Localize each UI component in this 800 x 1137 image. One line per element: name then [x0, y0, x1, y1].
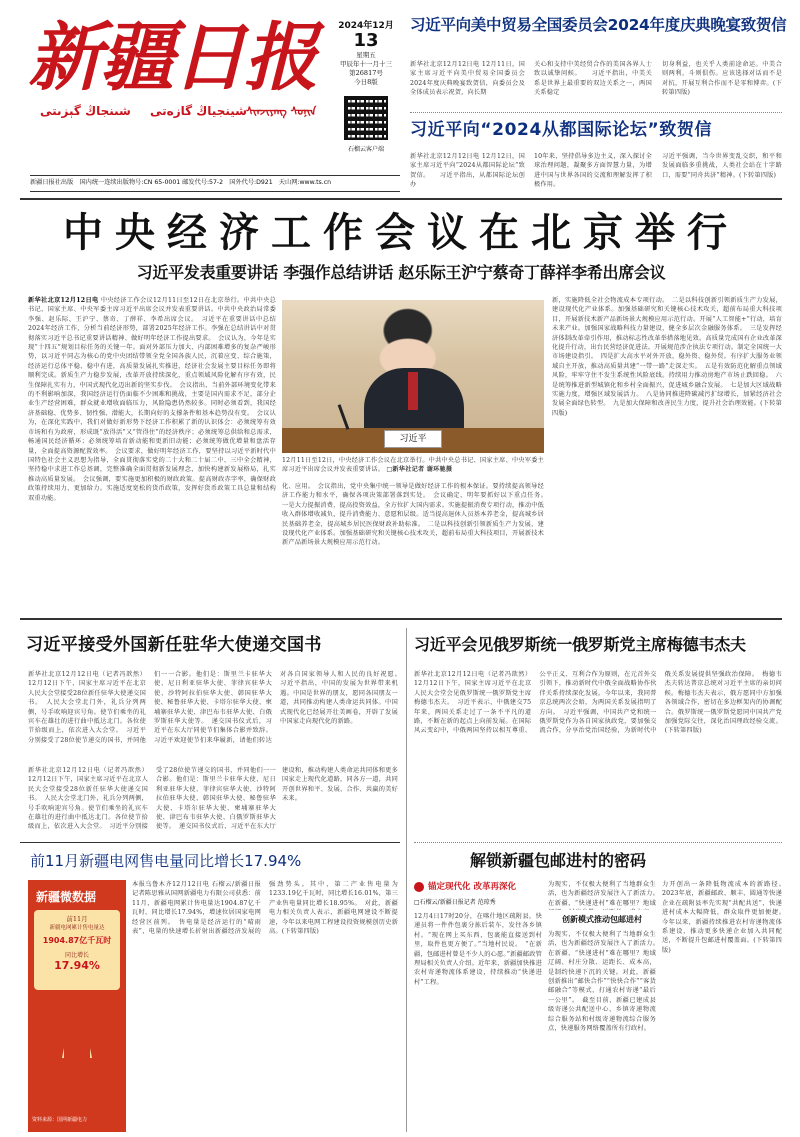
top-story-1-col1: 新华社北京12月12日电 12月11日，国家主席习近平向美中贸易全国委员会2024年度庆典晚宴致贺信，向委员会及全体成员表示祝贺，向长期 — [410, 61, 525, 97]
photo-tie — [408, 372, 418, 410]
top-story-1-col3: 切身利益，也关乎人类前途命运。中美合则两利，斗则俱伤。应该选择对话而不是对抗，开展互利合作而不是零和博弈。(下转第四版) — [662, 61, 782, 97]
date-block — [326, 18, 406, 87]
badge-line: 新疆电网累计售电量达 — [49, 925, 105, 931]
photo-nameplate — [384, 430, 442, 448]
bottom-right-text2-top — [548, 880, 656, 910]
top-story-1-col2: 关心和支持中美经贸合作的美国各界人士致以诚挚问候。 习近平指出，中美关系是世界上最重要的双边关系之一，两国关系稳定 — [534, 61, 652, 97]
bottom-left-headline[interactable]: 前11月新疆电网售电量同比增长17.94% — [30, 852, 302, 870]
mid-story-1-text2: 建设和，推动构建人类命运共同体和更多国家走上现代化道路，同各方一道，共同开创世界和平、发展、合作、共赢的美好未来。 — [282, 767, 398, 803]
bottom-right-text2: 为现实，不仅极大便利了当地群众生活，也为新疆经济发展注入了新活力。 在新疆，“快递进村”难在哪里？地域辽阔、村庄分散、运距长、成本高，是制约快递下沉的关键。对此，新疆创新推出“邮快合作”“快快合作”“客货邮融合”等模式，打通农村寄递“最后一公里”。 截至目前，新疆已建成县级寄递公共配送中心、乡镇寄递物流综合服务站和村级寄递物流综合服务点，快递服务网络覆盖所有行政村。 — [548, 931, 656, 1033]
photo-caption-text: 12月11日至12日，中央经济工作会议在北京举行。中共中央总书记、国家主席、中央军委主席习近平出席会议并发表重要讲话。 — [282, 457, 544, 474]
badge-growth: 17.94% — [54, 959, 100, 972]
masthead-kazakh: شينجياڭ گازەتى — [150, 104, 247, 118]
top-story-2 — [410, 118, 782, 190]
top-story-2-headline[interactable]: 习近平向“2024从都国际论坛”致贺信 — [410, 120, 713, 140]
mid-story-1-text: 新华社北京12月12日电（记者冯歆然）12月12日下午，国家主席习近平在北京人民大会堂接受28位新任驻华大使递交国书。 人民大会堂北门外，礼兵分列两侧，号手吹响迎宾号角。使节们乘坐的礼宾车在雄壮的进行曲中抵达北门。各位使节拾级而上，依次进入大会堂。 习近平分别接受了28位使节递交的国书，并同他们一一合影。他们是：斯里兰卡驻华大使、尼日利亚驻华大使、菲律宾驻华大使、沙特阿拉伯驻华大使、韩国驻华大使、秘鲁驻华大使、卡塔尔驻华大使、柬埔寨驻华大使、津巴布韦驻华大使、白俄罗斯驻华大使等。 递交国书仪式后，习近平在东大厅同使节们集体合影并致辞。习近平欢迎使节们来华履新，请他们转达对各自国家领导人和人民的良好祝愿。 习近平指出，中国的发展为世界带来机遇。中国是世界的朋友，愿同各国朋友一道，共同推动构建人类命运共同体。中国式现代化已经展开壮美画卷，开辟了发展中国家走向现代化的新路。 — [28, 671, 398, 744]
main-photo[interactable] — [282, 300, 544, 453]
mid-story-1-headline[interactable]: 习近平接受外国新任驻华大使递交国书 — [26, 635, 322, 655]
section-rule-2 — [20, 618, 782, 620]
date-line: 2024年12月 — [338, 21, 394, 31]
bottom-right-rule — [414, 842, 782, 843]
masthead-uyghur: شىنجاڭ گېزىتى — [40, 104, 131, 118]
date-day: 13 — [353, 30, 379, 51]
lunar-date: 甲辰年十一月十三 — [340, 60, 392, 68]
kicker-badge-icon — [414, 882, 424, 892]
top-divider — [410, 112, 782, 113]
bottom-right-kicker — [414, 880, 564, 894]
top-story-2-col3: 习近平强调，当今世界变乱交织，和平和发展面临多重挑战，人类社会站在十字路口，需要“同舟共济”精神。(下转第四版) — [662, 153, 782, 179]
main-story-left-text — [28, 296, 276, 612]
qr-code[interactable] — [344, 96, 388, 140]
badge-value: 1904.87亿千瓦时 — [42, 936, 112, 945]
badge-tower-icon — [62, 998, 92, 1058]
badge-credit: 资料来源：国网新疆电力 — [32, 1117, 88, 1123]
bottom-right-headline[interactable]: 解锁新疆包邮进村的密码 — [470, 851, 647, 870]
badge-growth-label: 同比增长 — [64, 952, 89, 959]
main-dateline: 新华社北京12月12日电 — [28, 297, 99, 304]
bottom-right-byline: □石榴云/新疆日报记者 范琼秀 — [414, 899, 496, 906]
main-left-body: 中央经济工作会议12月11日至12日在北京举行。中共中央总书记、国家主席、中央军委主席习近平出席会议并发表重要讲话。中共中央政治局常委李强、赵乐际、王沪宁、蔡奇、丁薛祥、李希出席会议。 习近平在重要讲话中总结2024年经济工作，分析当前经济形势，部署2025年经济工作。李强在总结讲话中对贯彻落实习近平总书记重要讲话精神、做好明年经济工作提出要求。 会议认为，今年是实现“十四五”规划目标任务的关键一年。面对外部压力加大、内部困难增多的复杂严峻形势，以习近平同志为核心的党中央团结带领全党全国各族人民，沉着应变、综合施策，经济运行总体平稳、稳中有进，高质量发展扎实推进，经济社会发展主要目标任务即将顺利完成。新质生产力稳步发展，改革开放持续深化，重点领域风险化解有序有效，民生保障扎实有力，中国式现代化迈出新的坚实步伐。 会议指出，当前外部环境变化带来的不利影响加深，我国经济运行仍面临不少困难和挑战，主要是国内需求不足，部分企业生产经营困难，群众就业增收面临压力，风险隐患仍然较多。同时必须看到，我国经济基础稳、优势多、韧性强、潜能大，长期向好的支撑条件和基本趋势没有变。 会议认为，在深化实践中，我们对做好新形势下经济工作积累了新的认识体会：必须统筹有效市场和有为政府，形成既“放得活”又“管得住”的经济秩序；必须统筹总供给和总需求，畅通国民经济循环；必须统筹培育新动能和更新旧动能；必须统筹做优增量和盘活存量，全面提高资源配置效率。 会议要求，做好明年经济工作，要坚持以习近平新时代中国特色社会主义思想为指导，全面贯彻落实党的二十大和二十届二中、三中全会精神，坚持稳中求进工作总基调，完整准确全面贯彻新发展理念，加快构建新发展格局，扎实推动高质量发展。 会议强调，要实施更加积极的财政政策。提高财政赤字率，确保财政政策持续用力、更加给力。实施适度宽松的货币政策，发挥好货币政策工具总量和结构双重功能。 — [28, 297, 276, 502]
main-headline[interactable]: 中央经济工作会议在北京举行 — [63, 209, 739, 256]
masthead-mongol: ᠰᠢᠨᠵᠢᠶᠠᠩ ᠰᠣᠨᠢᠨ — [246, 105, 317, 118]
photo-credit: □新华社记者 谢环驰摄 — [386, 466, 453, 474]
mid-vertical-rule — [406, 628, 407, 1132]
badge-title: 新疆微数据 — [36, 890, 97, 904]
nameplate-text: 习近平 — [399, 434, 427, 444]
qr-caption: 石榴云客户端 — [347, 146, 384, 153]
top-story-2-col1: 新华社北京12月12日电 12月12日，国家主席习近平向“2024从都国际论坛”致贺信。 习近平指出，从都国际论坛创办 — [410, 153, 525, 189]
masthead-info: 新疆日报社出版 国内统一连续出版物号:CN 65-0001 邮发代号:57-2 国外代号:D921 天山网:www.ts.cn — [30, 179, 332, 186]
main-subhead: 习近平发表重要讲话 李强作总结讲话 赵乐际王沪宁蔡奇丁薛祥李希出席会议 — [136, 263, 666, 282]
photo-mic — [338, 404, 350, 429]
mid-story-2-headline[interactable]: 习近平会见俄罗斯统一俄罗斯党主席梅德韦杰夫 — [414, 635, 746, 654]
data-badge — [28, 880, 126, 1132]
weekday: 星期五 — [356, 51, 376, 59]
masthead-rule-bottom — [30, 191, 400, 192]
masthead-rule-top — [30, 175, 400, 176]
main-story-mid-text: 化、应用。 会议指出，党中央集中统一领导是做好经济工作的根本保证。要持续提高领导经济工作能力和水平，确保各项决策部署落到实处。 会议确定，明年要抓好以下重点任务。 一是大力提振消费、提高投资效益，全方位扩大国内需求。实施提振消费专项行动，推动中低收入群体增收减负，提升消费能力、意愿和层级。适当提高退休人员基本养老金，提高城乡居民基础养老金，提高城乡居民医保财政补助标准。 二是以科技创新引领新质生产力发展，建设现代化产业体系。加强基础研究和关键核心技术攻关，超前布局重大科技项目，开展新技术新产品新场景大规模应用示范行动。 — [282, 483, 544, 547]
badge-month: 前11月 — [66, 915, 88, 923]
bottom-right-text2-lead: 为现实，不仅极大便利了当地群众生活，也为新疆经济发展注入了新活力。 在新疆，“快递进村”难在哪里？地域 — [548, 881, 656, 907]
bottom-left-text: 本报乌鲁木齐12月12日电 石榴云/新疆日报记者陈思雅从国网新疆电力有限公司获悉：前11月，新疆电网累计售电量达1904.87亿千瓦时，同比增长17.94%，增速位居国家电网经营区前列。 售电量是经济运行的“晴雨表”，电量的快速增长折射出新疆经济发展的强劲势头。其中，第二产业售电量为1233.19亿千瓦时，同比增长16.01%，第三产业售电量同比增长18.95%。 对此，新疆电力相关负责人表示，新疆电网建设不断提速，今年以来电网工程建设投资规模创历史新高。(下转第四版) — [132, 881, 398, 936]
masthead-title: 新疆日报 — [28, 15, 316, 101]
bottom-right-subheadline: 创新模式推动包邮进村 — [562, 915, 642, 924]
main-story-right-text: 新，实施降低全社会物流成本专项行动。 二是以科技创新引领新质生产力发展，建设现代化产业体系。加强基础研究和关键核心技术攻关，超前布局重大科技项目，开展新技术新产品新场景大规模应用示范行动。开展“人工智能+”行动，培育未来产业。加强国家战略科技力量建设，健全多层次金融服务体系。 三是发挥经济体制改革牵引作用，推动标志性改革举措落地见效。高质量完成国有企业改革深化提升行动，出台民营经济促进法。开展规范涉企执法专项行动。制定全国统一大市场建设指引。 四是扩大高水平对外开放，稳外资、稳外贸。有序扩大服务业领域自主开放，推动高质量共建“一带一路”走深走实。 五是有效防范化解重点领域风险，牢牢守住不发生系统性风险底线。持续用力推动房地产市场止跌回稳。 六是统筹推进新型城镇化和乡村全面振兴，促进城乡融合发展。 七是加大区域战略实施力度，增强区域发展活力。 八是协同推进降碳减污扩绿增长，加紧经济社会发展全面绿色转型。 九是加大保障和改善民生力度，提升社会治理效能。(下转第四版) — [552, 297, 782, 417]
top-story-1-headline[interactable]: 习近平向美中贸易全国委员会2024年度庆典晚宴致贺信 — [410, 16, 787, 34]
top-story-1 — [410, 14, 787, 114]
mid-story-2-text: 新华社北京12月12日电（记者冯歆然）12月12日下午，国家主席习近平在北京人民大会堂会见俄罗斯统一俄罗斯党主席梅德韦杰夫。 习近平表示，中俄建交75年来，两国关系走过了一条不平凡的道路，不断在新的起点上向前发展。在国际风云变幻中，中俄两国坚持以相互尊重、公平正义、互利合作为原则，在元首外交引领下，推动新时代中俄全面战略协作伙伴关系持续深化发展。今年以来，我同普京总统两次会晤，为两国关系发展指明了方向。 习近平强调，中国共产党和统一俄罗斯党作为各自国家执政党，要加强交流合作，分享治党治国经验，为新时代中俄关系发展提供坚强政治保障。 梅德韦杰夫转达普京总统对习近平主席的亲切问候。梅德韦杰夫表示，俄方愿同中方加强各领域合作，密切在多边框架内的协调配合。俄罗斯统一俄罗斯党愿同中国共产党加强党际交往，深化治国理政经验交流。(下转第四版) — [414, 671, 782, 735]
page-count: 今日8版 — [354, 78, 378, 86]
mid-story-1-filler — [28, 766, 276, 834]
photo-caption — [282, 456, 544, 478]
mid-story-1-continuation: 新华社北京12月12日电（记者冯歆然）12月12日下午，国家主席习近平在北京人民大会堂接受28位新任驻华大使递交国书。 人民大会堂北门外，礼兵分列两侧，号手吹响迎宾号角。使节们乘坐的礼宾车在雄壮的进行曲中抵达北门。各位使节拾级而上，依次进入大会堂。 习近平分别接受了28位使节递交的国书，并同他们一一合影。他们是：斯里兰卡驻华大使、尼日利亚驻华大使、菲律宾驻华大使、沙特阿拉伯驻华大使、韩国驻华大使、秘鲁驻华大使、卡塔尔驻华大使、柬埔寨驻华大使、津巴布韦驻华大使、白俄罗斯驻华大使等。 递交国书仪式后，习近平在东大厅 — [28, 767, 276, 831]
issue-number: 第26817号 — [349, 69, 383, 77]
bottom-right-text: 12月4日17时20分，在喀什地区疏附县，快递员将一件件包裹分拣后装车，发往各乡镇村。“现在网上买东西，包裹能直接送到村里，取件也更方便了。”当地村民说。 “在新疆，包邮进村曾是不少人的心愿。”新疆邮政管理局相关负责人介绍。近年来，新疆加快推进农村寄递物流体系建设，持续推动“快递进村”工程。 — [414, 913, 542, 986]
kicker-text: 锚定现代化 改革再深化 — [428, 882, 516, 892]
section-rule-1 — [20, 198, 782, 200]
badge-card — [34, 910, 120, 990]
bottom-right-text3: 力开创出一条降低物流成本的新路径。 2023年底，新疆邮政、顺丰、圆通等快递企业在疏附县率先实现“共配共送”，快递进村成本大幅降低，群众取件更加便捷。 今年以来，新疆持续推进农村寄递物流体系建设，推动更多快递企业加入共同配送，不断提升包邮进村覆盖面。(下转第四版) — [662, 881, 782, 954]
top-story-2-col2: 10年来，坚持倡导多边主义，深入探讨全球治理问题，凝聚多方面智慧力量，为增进中国与世界各国的交流和理解发挥了积极作用。 — [534, 153, 652, 189]
bottom-left-rule — [20, 842, 400, 843]
